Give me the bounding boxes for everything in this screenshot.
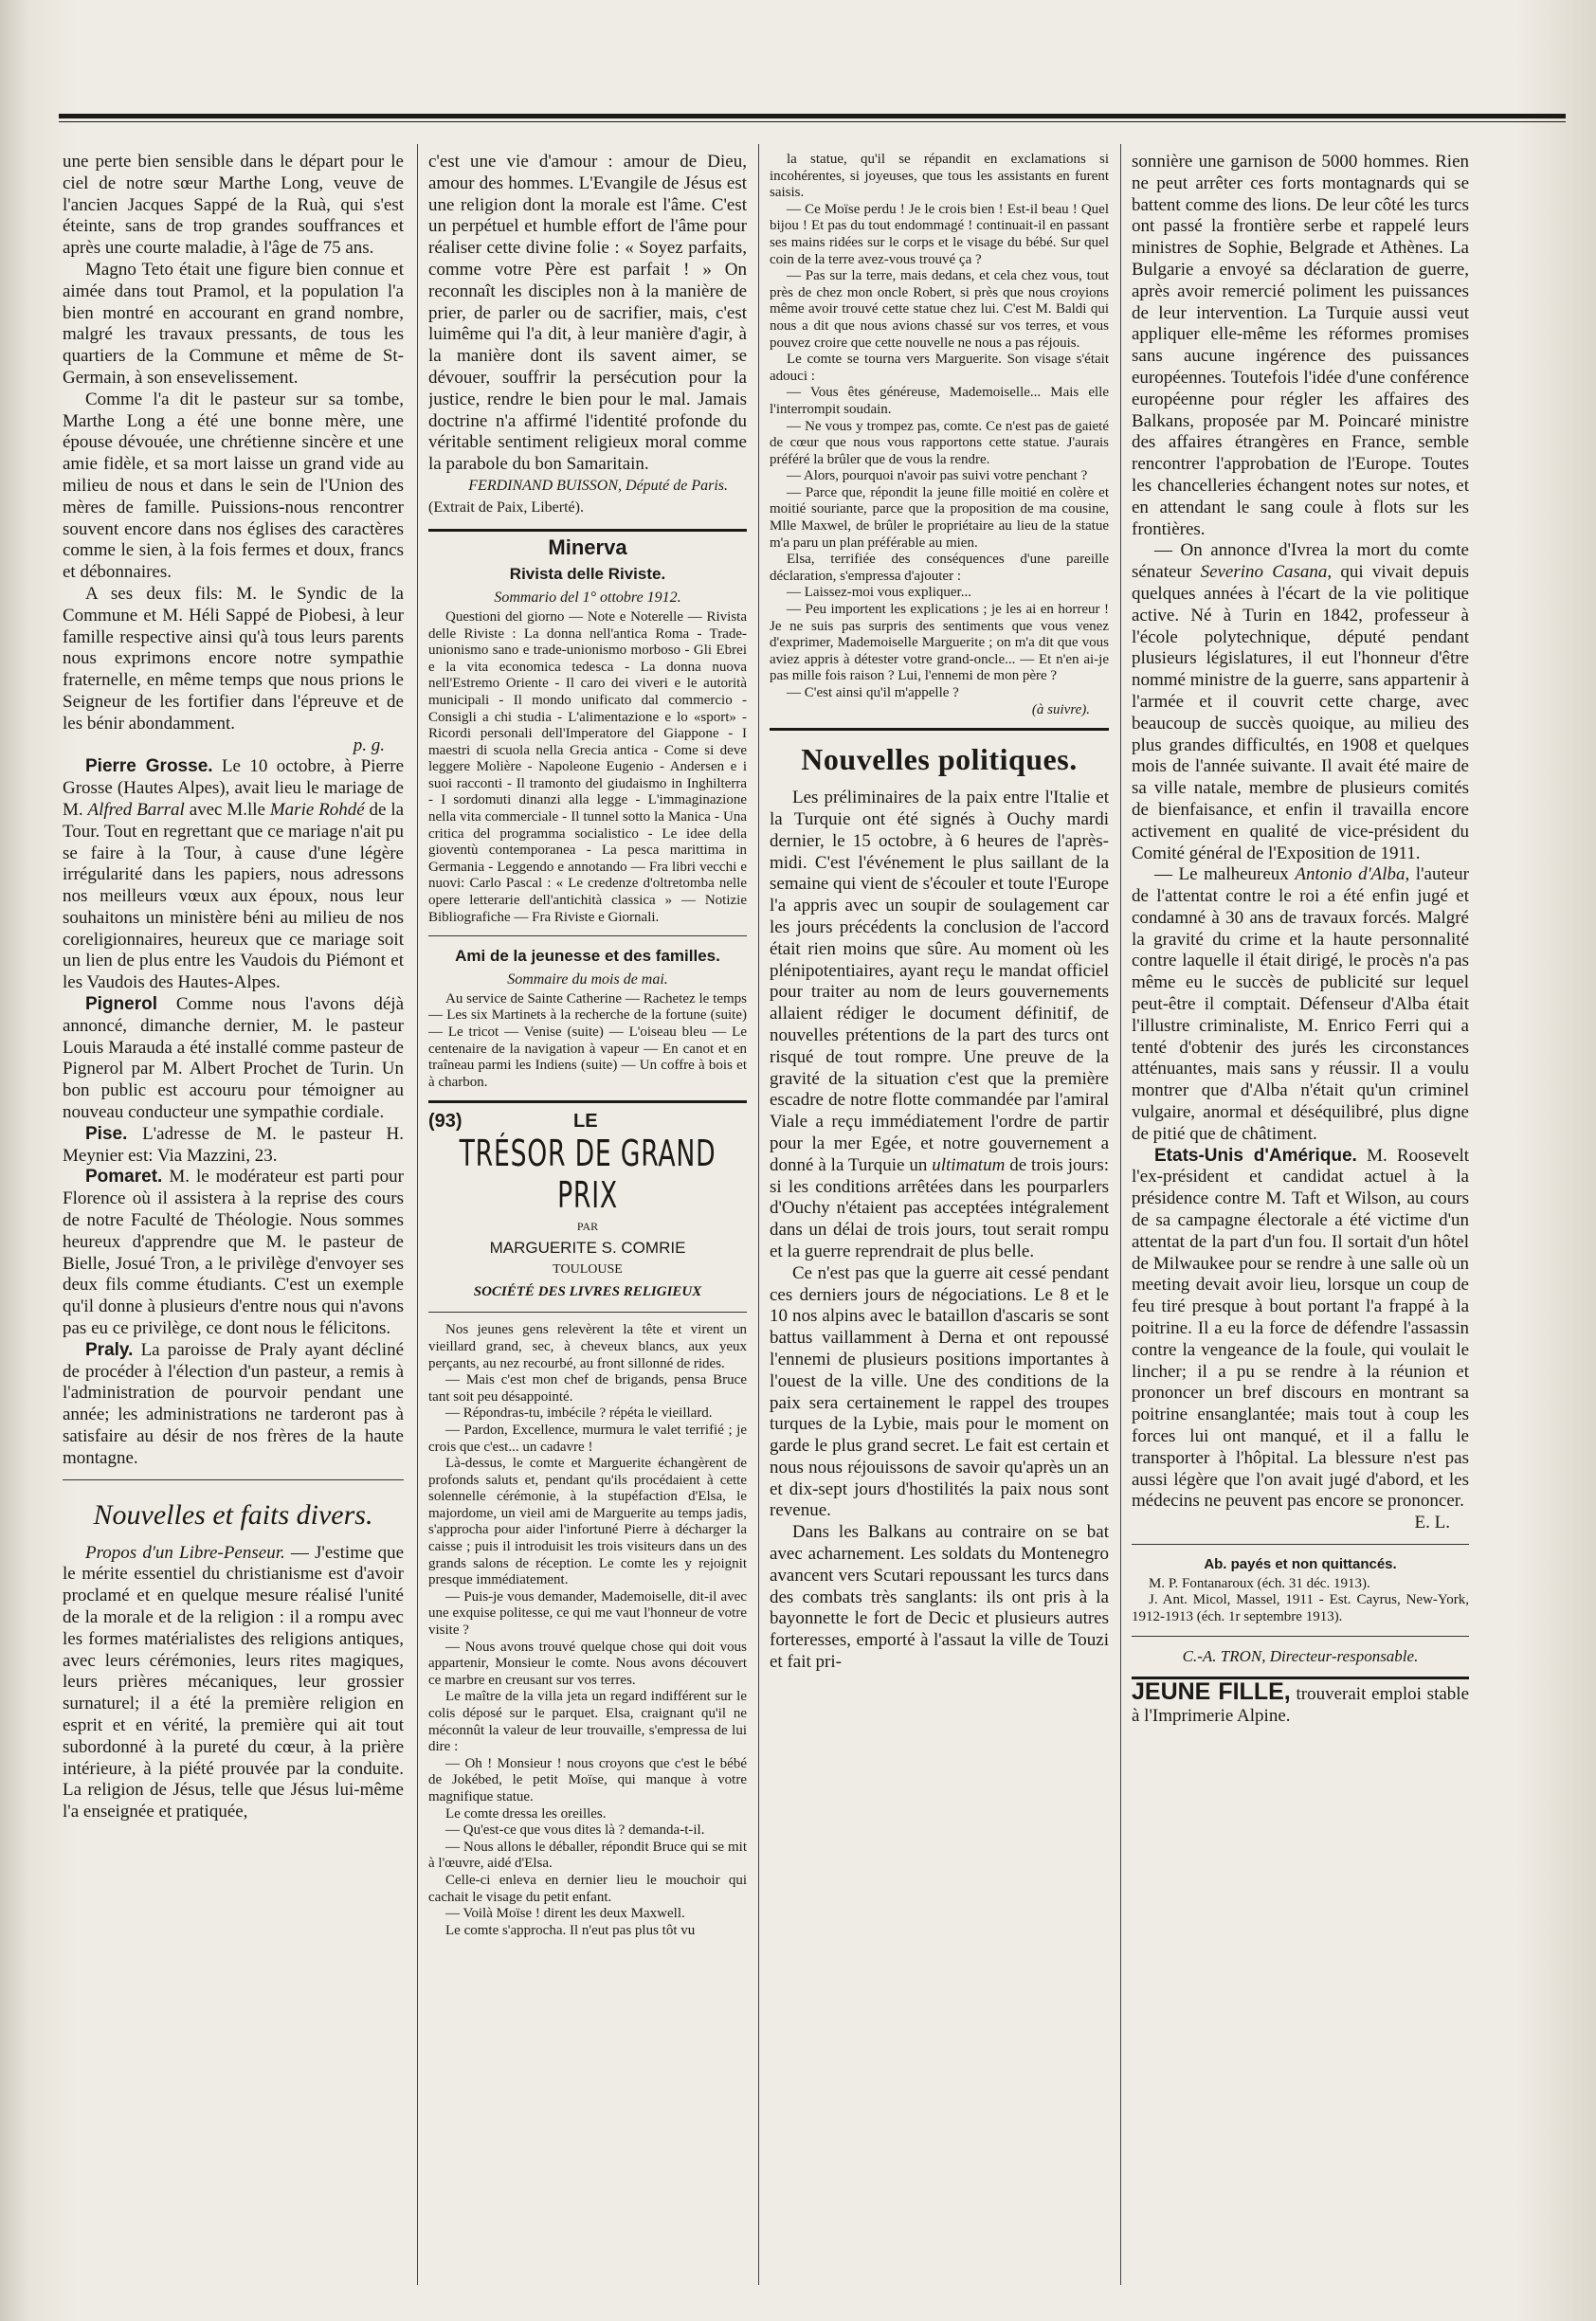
divider bbox=[428, 529, 747, 532]
serial-paragraph: — C'est ainsi qu'il m'appelle ? bbox=[787, 685, 959, 700]
subscriptions-title: Ab. payés et non quittancés. bbox=[1204, 1556, 1397, 1572]
serial-paragraph: — Alors, pourquoi n'avoir pas suivi votre penchant ? bbox=[787, 468, 1088, 484]
serial-author: MARGUERITE S. COMRIE bbox=[489, 1238, 686, 1257]
place-heading: Pomaret. bbox=[85, 1167, 163, 1188]
serial-paragraph: Celle-ci enleva en dernier lieu le mouchoir qui cachait le visage du petit enfant. bbox=[428, 1872, 747, 1905]
serial-continuation bbox=[770, 152, 1109, 702]
divider bbox=[428, 1100, 747, 1103]
serial-paragraph: — Ne vous y trompez pas, comte. Ce n'est pas de gaieté de cœur que nous vous rapportons cette statue. J'aurais préféré la brûler que de vous la rendre. bbox=[770, 418, 1109, 467]
review-title: Minerva bbox=[548, 535, 627, 559]
place-heading: Pise. bbox=[85, 1123, 128, 1144]
news-item-pignerol: Pignerol Comme nous l'avons déjà annoncé, dimanche dernier, M. le pasteur Louis Marauda a été installé comme pasteur de Pignerol par M. Albert Prochet de Turin. Un bon public est accouru pour témoigner au nouveau conducteur une sympathie cordiale. bbox=[63, 994, 404, 1123]
subscription-line: M. P. Fontanaroux (éch. 31 déc. 1913). bbox=[1149, 1575, 1370, 1591]
column-2 bbox=[428, 152, 747, 2284]
top-rule-thin bbox=[59, 121, 1566, 122]
signature: p. g. bbox=[353, 734, 385, 755]
serial-paragraph: — Laissez-moi vous expliquer... bbox=[787, 585, 971, 601]
serial-paragraph: — Oh ! Monsieur ! nous croyons que c'est le bébé de Jokébed, le petit Moïse, qui manque à votre magnifique statue. bbox=[428, 1755, 747, 1804]
divider bbox=[428, 935, 747, 936]
news-item-etats-unis: Etats-Unis d'Amérique. M. Roosevelt l'ex-président et candidat actuel à la présidence contre M. Taft et Wilson, au cours de sa campagne électorale a été victime d'un attentat de la part d'un fou. Il sortait d'un hôtel de Milwaukee pour se rendre à une salle où un meeting devait avoir lieu, lorsque un coup de feu tiré presque à bout portant l'a frappé à la poitrine. Il a eu la force de défendre l'assassin contre la vengeance de la foule, qui voulait le lincher; il a pu se rendre à la réunion et prononcer un bref discours en montrant sa poitrine ensanglantée; mais tout à coup les forces lui ont manqué, et il a fallu le transporter à l'hôpital. La blessure n'est pas aussi légère que l'on avait jugé d'abord, et les médecins ne peuvent pas encore se prononcer. bbox=[1132, 1145, 1469, 1512]
serial-paragraph: Le comte dressa les oreilles. bbox=[445, 1805, 607, 1822]
review-summary: Au service de Sainte Catherine — Rachetez le temps — Les six Martinets à la recherche de la fortune (suite) — Le tricot — Venise (suite) — L'oiseau bleu — Le centenaire de la navigation à vapeur — En canot et en traîneau parmi les Indiens (suite) — Un coffre à bois et à charbon. bbox=[428, 990, 747, 1090]
place-heading: Pierre Grosse. bbox=[85, 756, 213, 777]
article-text: c'est une vie d'amour : amour de Dieu, amour des hommes. L'Evangile de Jésus est une religion dont la morale est l'âme. C'est un perpétuel et humble effort de l'âme pour réaliser cette divine folie : « Soyez parfaits, comme votre Père est parfait ! » On reconnaît les disciples non à la manière de prier, de parler ou de sacrifier, mais, c'est luimême qui l'a dit, à leur manière d'agir, à la manière dont ils savent aimer, se dévouer, souffrir la persécution pour la justice, rendre le bien pour le mal. Jamais doctrine n'a affirmé l'identité profonde du véritable sentiment religieux moral comme la parabole du bon Samaritain. bbox=[428, 152, 747, 475]
serial-paragraph: — Répondras-tu, imbécile ? répéta le vieillard. bbox=[445, 1405, 713, 1422]
serial-paragraph: — Nous avons trouvé quelque chose qui doit vous appartenir, Monsieur le comte. Nous avons découvert ce marbre en creusant sur vos terres. bbox=[428, 1639, 747, 1688]
place-heading: Etats-Unis d'Amérique. bbox=[1154, 1145, 1357, 1166]
serial-paragraph: — Vous êtes généreuse, Mademoiselle... Mais elle l'interrompit soudain. bbox=[770, 385, 1109, 417]
serial-paragraph: — Pardon, Excellence, murmura le valet terrifié ; je crois que c'est... un cadavre ! bbox=[428, 1422, 747, 1455]
article-propos: Propos d'un Libre-Penseur. — J'estime que le mérite essentiel du christianisme est d'avoir proclamé et en quelque mesure réalisé l'unité de la morale et de la religion : il a rompu avec les formes matérialistes des religions antiques, avec leurs cérémonies, leurs rites magiques, leurs prières mécaniques, leur grossier surnaturel; il a été la première religion en esprit et en vérité, la première qui ait tout subordonné à la pureté du cœur, à la prière intérieure, à la piété prouvée par la conduite. La religion de Jésus, telle que Jésus lui-même l'a enseignée et pratiquée, bbox=[63, 1542, 404, 1822]
article-text: Comme l'a dit le pasteur sur sa tombe, Marthe Long a été une bonne mère, une épouse dévouée, une chrétienne sincère et une amie fidèle, et sa mort laisse un grand vide au milieu de nous et dans le sein de l'Union des mères de famille. Puissions-nous rencontrer souvent encore dans nos églises des caractères comme le sien, à la fois fermes et doux, francs et débonnaires. bbox=[63, 389, 404, 583]
serial-paragraph: Le comte s'approcha. Il n'eut pas plus tôt vu bbox=[445, 1922, 696, 1938]
divider bbox=[770, 728, 1109, 731]
article-text: Magno Teto était une figure bien connue et aimée dans tout Pramol, et la population l'a bien montré en accourant en grand nombre, malgré les travaux pressants, de tous les quartiers de la Commune et même de St-Germain, à son ensevelissement. bbox=[63, 259, 404, 388]
serial-text bbox=[428, 1322, 747, 1939]
column-1 bbox=[63, 152, 404, 2284]
article-text: — On annonce d'Ivrea la mort du comte sénateur Severino Casana, qui vivait depuis quelques années à l'écart de la vie politique active. Né à Turin en 1842, professeur à l'école polytechnique, député pendant plusieurs législatures, il eut l'honneur d'être nommé ministre de la guerre, sans appartenir à l'armée et il couvrit cette charge, avec beaucoup de succès quoique, au milieu des plus grandes difficultés, en 1908 et quelques mois de l'année suivante. Il avait été maire de sa ville natale, membre de plusieurs comités de bienfaisance, et enfin il travailla encore activement en qualité de vice-président du Comité général de l'Exposition de 1911. bbox=[1132, 540, 1469, 863]
serial-paragraph: Là-dessus, le comte et Marguerite échangèrent de profonds saluts et, pendant qu'ils procédaient à cette solennelle cérémonie, à la stupéfaction d'Elsa, le majordome, un vieil ami de Marguerite au temps jadis, s'approcha pour aider l'infortuné Pierre à décharger la caisse ; puis il introduisit les trois visiteurs dans un des grands salons de réception. Le comte les y rejoignit presque immédiatement. bbox=[428, 1456, 747, 1588]
place-heading: Praly. bbox=[85, 1339, 134, 1360]
news-item-pomaret: Pomaret. M. le modérateur est parti pour Florence où il assistera à la reprise des cours de notre Faculté de Théologie. Nous sommes heureux d'apprendre que M. le pasteur de Bielle, Josué Tron, a le privilège d'envoyer ses deux fils comme étudiants. C'est un exemple qu'il donne à plusieurs d'entre nous qui n'avons pas eu ce privilège, ce dont nous le félicitons. bbox=[63, 1167, 404, 1339]
serial-city: TOULOUSE bbox=[553, 1261, 623, 1277]
place-heading: Pignerol bbox=[85, 994, 158, 1015]
serial-number: (93) bbox=[428, 1111, 462, 1133]
ad-heading: JEUNE FILLE, bbox=[1132, 1678, 1291, 1706]
serial-paragraph: Elsa, terrifiée des conséquences d'une pareille déclaration, s'empressa d'ajouter : bbox=[770, 552, 1109, 584]
article-heading: Propos d'un Libre-Penseur. bbox=[85, 1542, 285, 1563]
serial-paragraph: — Qu'est-ce que vous dites là ? demanda-t-il. bbox=[445, 1822, 705, 1839]
column-3 bbox=[770, 152, 1109, 2284]
news-item-pierre-grosse: Pierre Grosse. Le 10 octobre, à Pierre Grosse (Hautes Alpes), avait lieu le mariage de M. Alfred Barral avec M.lle Marie Rohdé de la Tour. Tout en regrettant que ce mariage n'ait pu se faire à la Tour, à cause d'une légère irrégularité dans les papiers, nous adressons nos meilleurs vœux aux époux, nous leur souhaitons un ministère béni au milieu de nos coreligionnaires, heureux que ce mariage soit un lien de plus entre les Vaudois du Piémont et les Vaudois des Hautes-Alpes. bbox=[63, 756, 404, 993]
serial-paragraph: — Voilà Moïse ! dirent les deux Maxwell. bbox=[445, 1906, 685, 1922]
review-date: Sommario del 1° ottobre 1912. bbox=[494, 589, 681, 607]
divider bbox=[1132, 1636, 1469, 1637]
serial-paragraph: — Nous allons le déballer, répondit Bruce qui se mit à l'œuvre, aidé d'Elsa. bbox=[428, 1839, 747, 1872]
serial-par: PAR bbox=[576, 1220, 599, 1234]
classified-ad: JEUNE FILLE, trouverait emploi stable à l'Imprimerie Alpine. bbox=[1132, 1678, 1469, 1727]
serial-paragraph: — Ce Moïse perdu ! Je le crois bien ! Est-il beau ! Quel bijou ! Et pas du tout endommagé ! continuait-il en passant ses mains ridées sur le corps et le visage du bébé. Sur quel coin de la terre avez-vous trouvé ça ? bbox=[770, 201, 1109, 267]
news-item-pise: Pise. L'adresse de M. le pasteur H. Meynier est: Via Mazzini, 23. bbox=[63, 1123, 404, 1166]
serial-le: LE bbox=[573, 1111, 598, 1133]
signature: E. L. bbox=[1414, 1513, 1450, 1533]
top-rule bbox=[59, 114, 1566, 118]
serial-paragraph: la statue, qu'il se répandit en exclamations si incohérentes, si joyeuses, que tous les assistants en furent saisis. bbox=[770, 152, 1109, 201]
serial-paragraph: — Pas sur la terre, mais dedans, et cela chez vous, tout près de chez mon oncle Robert, si près que nous croyions même avoir trouvé cette statue chez lui. C'est M. Baldi qui nous a dit que nous avions chassé sur vos terres, et vous pouvez croire que cette nouvelle ne nous a pas réjouis. bbox=[770, 268, 1109, 351]
source: (Extrait de Paix, Liberté). bbox=[428, 499, 584, 516]
article-text: Les préliminaires de la paix entre l'Italie et la Turquie ont été signés à Ouchy mardi dernier, le 15 octobre, à 6 heures de l'après-midi. C'est l'événement le plus saillant de la semaine qui vient de s'écouler et toute l'Europe l'a appris avec un soupir de soulagement car les jours précédents la conclusion de l'accord était rien moins que sûre. Au moment où les plénipotentiaires, ayant reçu le mandat officiel pour traiter au nom de leurs gouvernements allaient rédiger le document définitif, de nouvelles prétentions de la part des turcs ont risqué de tout rompre. Une preuve de la gravité de la situation c'est que la première escadre de notre flotte commandée par l'amiral Viale a reçu immédiatement l'ordre de partir pour la mer Egée, et notre gouvernement a donné à la Turquie un ultimatum de trois jours: si les conditions arrêtées dans les pourparlers d'Ouchy n'étaient pas acceptées intégralement dans un délai de trois jours, tout serait rompu et la guerre reprendrait de plus belle. bbox=[770, 788, 1109, 1261]
article-text: Dans les Balkans au contraire on se bat avec acharnement. Les soldats du Montenegro avancent vers Scutari repoussant les turcs dans des combats très sanglants: ils ont pris à la bayonnette le fort de Decic et plusieurs autres forteresses, emporté à l'assaut la ville de Touzi et fait pri- bbox=[770, 1522, 1109, 1673]
serial-paragraph: — Parce que, répondit la jeune fille moitié en colère et moitié souriante, parce que la proposition de ma cousine, Mlle Maxwel, de brûler le propriétaire au lieu de la statue m'a paru un plan préférable au mien. bbox=[770, 484, 1109, 551]
column-divider bbox=[758, 144, 759, 2285]
divider bbox=[1132, 1544, 1469, 1545]
to-be-continued: (à suivre). bbox=[1031, 701, 1090, 717]
review-subtitle: Rivista delle Riviste. bbox=[509, 565, 666, 584]
serial-paragraph: — Peu importent les explications ; je les ai en horreur ! Je ne suis pas surpris des sentiments que vous venez d'exprimer, Mademoiselle Marguerite ; on m'a dit que vous aviez appris à détester votre grand-oncle... — Et n'en ai-je pas mille fois raison ? Lui, l'ennemi de mon père ? bbox=[770, 602, 1109, 684]
divider bbox=[63, 1479, 404, 1480]
article-text: sonnière une garnison de 5000 hommes. Rien ne peut arrêter ces forts montagnards qui se battent comme des lions. De leur côté les turcs ont passé la frontière serbe et rappelé leurs ministres de Sophie, Belgrade et Athènes. La Bulgarie a envoyé sa déclaration de guerre, après avoir remercié poliment les puissances de leur intervention. La Turquie aussi veut appliquer elle-même les réformes promises sans aucune ingérence des puissances européennes. Toutefois l'idée d'une conférence européenne pour régler les affaires des Balkans, proposée par M. Poincaré ministre des affaires étrangères en France, semble rencontrer l'approbation de l'Europe. Toutes les chancelleries échangent notes sur notes, et en attendant le sang coule à flots sur les frontières. bbox=[1132, 152, 1469, 539]
article-text: une perte bien sensible dans le départ pour le ciel de notre sœur Marthe Long, veuve de l'ancien Jacques Sappé de la Ruà, qui s'est éteinte, sans de trop grandes souffrances et après une courte maladie, à l'âge de 75 ans. bbox=[63, 152, 404, 259]
subscription-line: J. Ant. Micol, Massel, 1911 - Est. Cayrus, New-York, 1912-1913 (éch. 1r septembre 1913). bbox=[1132, 1592, 1469, 1624]
section-title: Nouvelles et faits divers. bbox=[93, 1498, 373, 1531]
serial-paragraph: Nos jeunes gens relevèrent la tête et virent un vieillard grand, sec, à cheveux blancs, aux yeux perçants, au nez recourbé, au front sillonné de rides. bbox=[428, 1322, 747, 1371]
article-text: Ce n'est pas que la guerre ait cessé pendant ces derniers jours de négociations. Le 8 et le 10 nos alpins avec le bataillon d'ascaris se sont battus vaillamment à Derna et ont repoussé l'ennemi de plusieurs positions importantes à l'ouest de la ville. Une des conditions de la paix sera certainement le rappel des troupes turques de la Lybie, mais pour le moment on garde le plus grand secret. Le fait est certain et nous nous réjouissons de savoir qu'après un an et dix-sept jours d'hostilités la paix nous sont revenue. bbox=[770, 1262, 1109, 1521]
column-divider bbox=[1120, 144, 1121, 2285]
serial-paragraph: — Mais c'est mon chef de brigands, pensa Bruce tant soit peu désappointé. bbox=[428, 1372, 747, 1405]
serial-society: SOCIÉTÉ DES LIVRES RELIGIEUX bbox=[473, 1283, 702, 1299]
review-subtitle: Sommaire du mois de mai. bbox=[507, 971, 668, 988]
review-summary: Questioni del giorno — Note e Noterelle — Rivista delle Riviste : La donna nell'antica Roma - Trade-unionismo sano e trade-unionismo morboso - Gli Ebrei e la vita economica tedesca - La donna nuova nell'Estremo Oriente - Il caro dei viveri e le autorità municipali - Il mondo unificato dal commercio - Consigli a chi studia - L'alimentazione e lo «sport» - Ricordi personali dell'Imperatore del Giappone - I maestri di scuola nella Grecia antica - Come si deve leggere Molière - Napoleone Eugenio - Andersen e i suoi racconti - Il tramonto del giudaismo in Inghilterra - I sordomuti dinanzi alla legge - L'immaginazione nella vita commerciale - Il tunnel sotto la Manica - Una critica del programma socialistico - Le idee della gioventù contemporanea - La pesca marittima in Germania - Leggendo e annotando — Fra libri vecchi e nuovi: Carlo Pascal : « Le credenze d'oltretomba nelle opere letterarie dell'antichità classica » — Notizie Bibliografiche — Fra Riviste e Giornali. bbox=[428, 608, 747, 925]
section-title: Nouvelles politiques. bbox=[801, 742, 1078, 777]
director-line: C.-A. TRON, Directeur-responsable. bbox=[1182, 1646, 1419, 1665]
review-title: Ami de la jeunesse et des familles. bbox=[455, 947, 720, 966]
column-4 bbox=[1132, 152, 1469, 2284]
serial-paragraph: Le comte se tourna vers Marguerite. Son visage s'était adouci : bbox=[770, 352, 1109, 384]
article-text: — Le malheureux Antonio d'Alba, l'auteur de l'attentat contre le roi a été enfin jugé et condamné à 30 ans de travaux forcés. Malgré la gravité du crime et la haute personnalité contre laquelle il était dirigé, le procès n'a pas même eu le succès de publicité sur lequel peut-être il comptait. Défenseur d'Alba était l'illustre criminaliste, M. Enrico Ferri qui a tenté d'obtenir des jurés les circonstances atténuantes, mais sans y réussir. Il a voulu montrer que d'Alba n'était qu'un criminel vulgaire, anormal et déséquilibré, plus digne de pitié que de châtiment. bbox=[1132, 864, 1469, 1144]
serial-title: TRÉSOR DE GRAND PRIX bbox=[459, 1133, 716, 1217]
serial-paragraph: Le maître de la villa jeta un regard indifférent sur le colis déposé sur le parquet. Elsa, craignant qu'il ne méconnût la valeur de leur trouvaille, s'empressa de lui dire : bbox=[428, 1689, 747, 1755]
column-divider bbox=[417, 144, 418, 2285]
divider bbox=[428, 1312, 747, 1313]
serial-paragraph: — Puis-je vous demander, Mademoiselle, dit-il avec une exquise politesse, ce qui me vaut l'honneur de votre visite ? bbox=[428, 1588, 747, 1639]
news-item-praly: Praly. La paroisse de Praly ayant décliné de procéder à l'élection d'un pasteur, a remis à l'administration de pourvoir pendant une année; les administrations ne tarderont pas à satisfaire au désir de nos frères de la haute montagne. bbox=[63, 1339, 404, 1468]
author: FERDINAND BUISSON, Député de Paris. bbox=[468, 477, 728, 494]
article-text: A ses deux fils: M. le Syndic de la Commune et M. Héli Sappé de Piobesi, à leur famille respective ainsi qu'à tous leurs parents nous exprimons encore notre sympathie fraternelle, en même temps que nous prions le Seigneur de les fortifier dans l'épreuve et de les bénir abondamment. bbox=[63, 583, 404, 734]
